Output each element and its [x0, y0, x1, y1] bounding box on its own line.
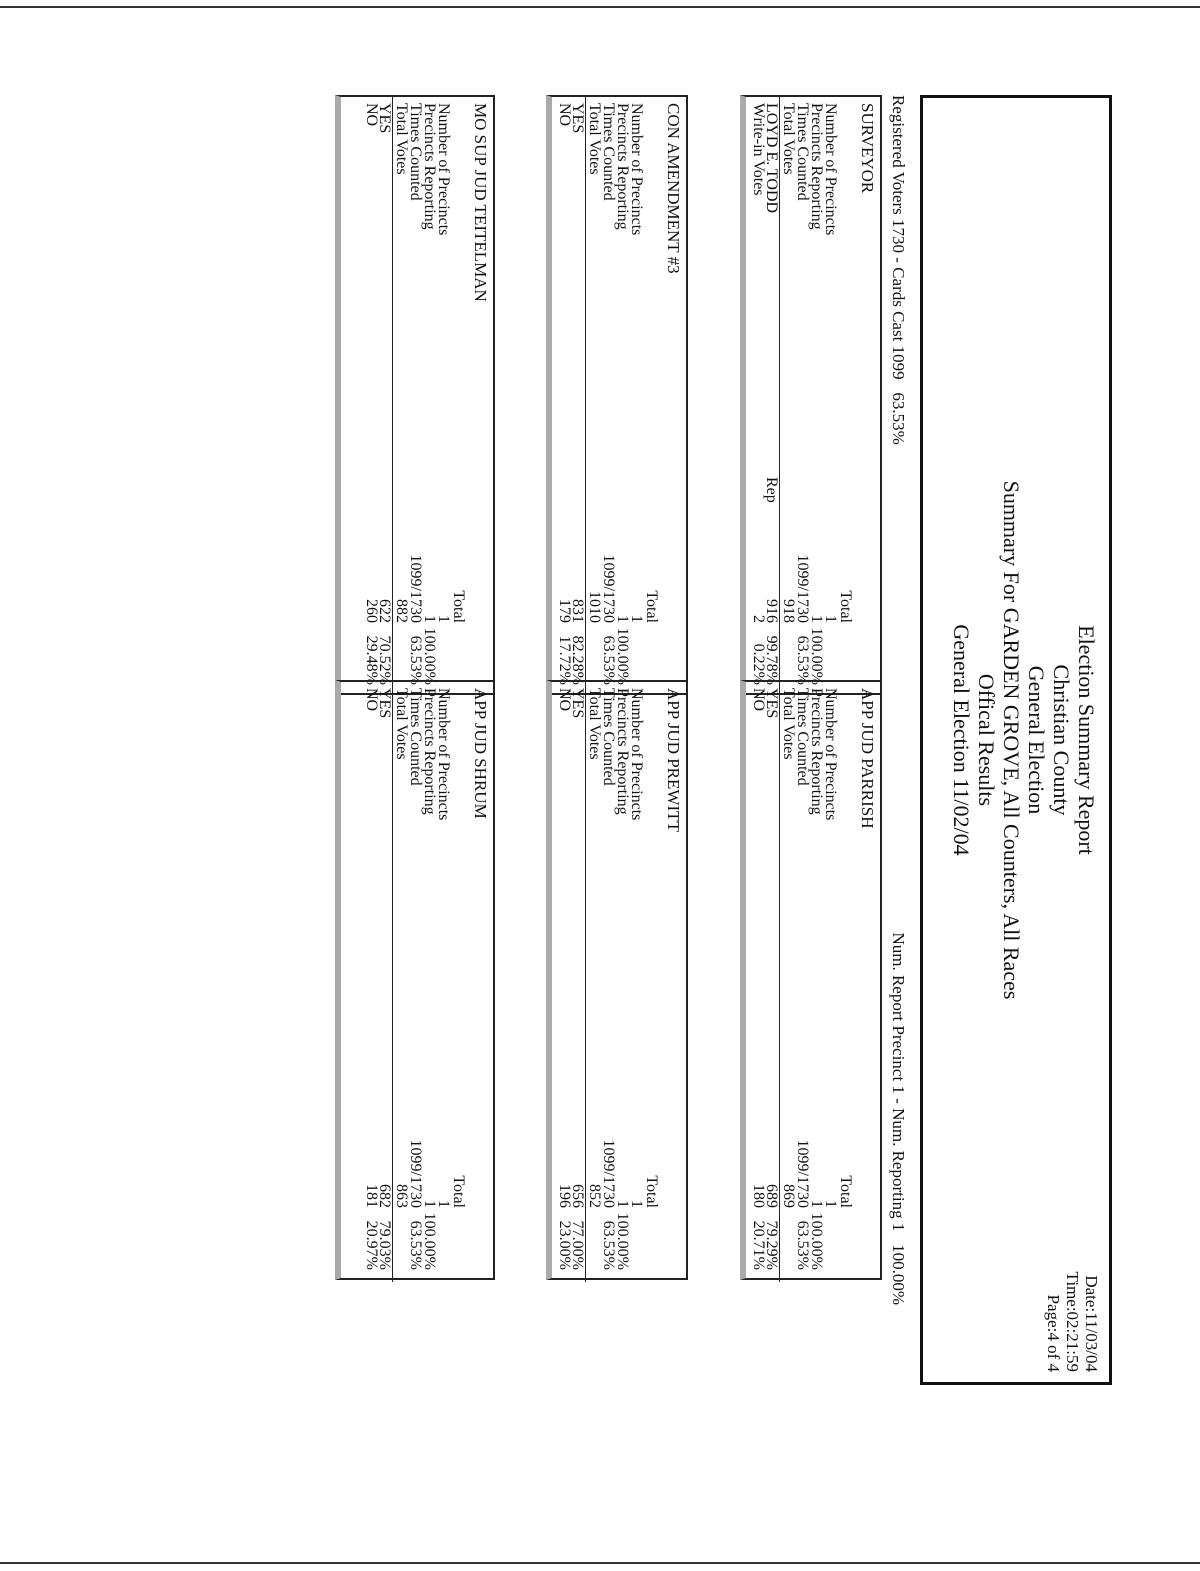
result-row [364, 97, 379, 697]
row-label: Precincts Reporting [421, 103, 438, 230]
row-label: Times Counted [600, 103, 617, 201]
row-label: Total Votes [393, 103, 410, 175]
race-box [546, 95, 688, 695]
result-row [615, 97, 630, 697]
row-label: Precincts Reporting [614, 688, 631, 815]
row-label: YES [376, 688, 393, 719]
result-row [795, 97, 810, 697]
row-percent: 63.53% [794, 635, 811, 685]
results-status: Offical Results [974, 673, 999, 807]
row-label: Times Counted [407, 688, 424, 786]
row-percent: 63.53% [600, 1220, 617, 1270]
row-value: 1 [808, 615, 825, 623]
row-label: Total Votes [780, 688, 797, 760]
precinct-reporting-text: Num. Report Precinct 1 - Num. Reporting 1 [889, 932, 908, 1232]
row-percent: 63.53% [794, 1220, 811, 1270]
result-row [436, 682, 451, 1282]
row-percent: 79.03% [376, 1220, 393, 1270]
row-value: 1 [421, 1200, 438, 1208]
row-value: 869 [780, 1184, 797, 1208]
race-title: APP JUD SHRUM [471, 688, 490, 819]
row-percent: 77.00% [569, 1220, 586, 1270]
row-percent: 63.53% [600, 635, 617, 685]
row-label: Precincts Reporting [421, 688, 438, 815]
result-row [795, 682, 810, 1282]
result-row [629, 682, 644, 1282]
row-label: Total Votes [393, 688, 410, 760]
total-column-header: Total [837, 590, 854, 623]
row-value: 656 [569, 1184, 586, 1208]
row-label: Precincts Reporting [808, 688, 825, 815]
row-percent: 99.78% [763, 635, 780, 685]
row-label: LOYD E. TODD [763, 103, 780, 214]
result-row [809, 682, 824, 1282]
row-value: 918 [780, 599, 797, 623]
row-value: 181 [363, 1184, 380, 1208]
row-percent: 100.00% [421, 1212, 438, 1270]
row-percent: 20.71% [750, 1220, 767, 1270]
row-percent: 100.00% [614, 627, 631, 685]
total-column-header: Total [450, 590, 467, 623]
result-row [587, 97, 602, 697]
row-value: 689 [763, 1184, 780, 1208]
result-row [436, 97, 451, 697]
row-label: Number of Precincts [435, 103, 452, 236]
row-value: 831 [569, 599, 586, 623]
row-label: NO [750, 688, 767, 712]
row-label: Number of Precincts [822, 103, 839, 236]
row-percent: 100.00% [808, 1212, 825, 1270]
row-value: 1 [628, 615, 645, 623]
race-box [335, 680, 495, 1280]
total-column-header: Total [837, 1175, 854, 1208]
row-percent: 82.28% [569, 635, 586, 685]
row-value: 1 [421, 615, 438, 623]
report-header [920, 95, 1112, 1385]
row-percent: 0.22% [750, 643, 767, 685]
row-percent: 17.72% [556, 635, 573, 685]
row-label: NO [556, 103, 573, 127]
row-label: NO [556, 688, 573, 712]
result-row [751, 682, 766, 1282]
row-label: YES [569, 103, 586, 134]
row-value: 1 [435, 615, 452, 623]
row-value: 1 [628, 1200, 645, 1208]
result-row [394, 682, 409, 1282]
result-row [601, 97, 616, 697]
row-value: 196 [556, 1184, 573, 1208]
result-row [823, 682, 838, 1282]
result-row [557, 97, 572, 697]
row-label: YES [763, 688, 780, 719]
race-title: APP JUD PREWITT [664, 688, 683, 832]
row-percent: 63.53% [407, 635, 424, 685]
row-label: Times Counted [407, 103, 424, 201]
race-title: APP JUD PARRISH [858, 688, 877, 829]
row-value: 179 [556, 599, 573, 623]
row-value: 260 [363, 599, 380, 623]
result-row [587, 682, 602, 1282]
race-box [546, 680, 688, 1280]
header-title-block [949, 98, 1099, 1382]
result-row [615, 682, 630, 1282]
county-name: Christian County [1049, 664, 1074, 816]
row-label: YES [569, 688, 586, 719]
total-column-header: Total [643, 1175, 660, 1208]
result-row [629, 97, 644, 697]
precinct-reporting-pct: 100.00% [889, 1244, 908, 1305]
race-title: SURVEYOR [858, 103, 877, 194]
row-label: YES [376, 103, 393, 134]
result-row [557, 682, 572, 1282]
row-label: Total Votes [780, 103, 797, 175]
row-value: 1 [822, 1200, 839, 1208]
registered-voters-line [888, 95, 908, 445]
report-title: Election Summary Report [1074, 625, 1099, 855]
total-column-header: Total [643, 590, 660, 623]
row-value: 1099/1730 [600, 554, 617, 623]
row-label: Write-in Votes [750, 103, 767, 196]
row-value: 1099/1730 [407, 554, 424, 623]
row-label: Number of Precincts [628, 103, 645, 236]
registered-voters-text: Registered Voters 1730 - Cards Cast 1099 [889, 95, 908, 380]
header-meta [1044, 1272, 1101, 1372]
race-box [335, 95, 495, 695]
result-row [422, 682, 437, 1282]
election-date: General Election 11/02/04 [949, 624, 974, 856]
row-percent: 100.00% [614, 1212, 631, 1270]
report-date: Date:11/03/04 [1082, 1275, 1101, 1372]
row-value: 2 [750, 615, 767, 623]
row-label: Number of Precincts [628, 688, 645, 821]
row-value: 1 [614, 615, 631, 623]
row-label: Number of Precincts [435, 688, 452, 821]
result-row [809, 97, 824, 697]
row-label: Times Counted [794, 688, 811, 786]
race-box [740, 680, 882, 1280]
row-percent: 63.53% [407, 1220, 424, 1270]
row-percent: 100.00% [808, 627, 825, 685]
result-row [408, 682, 423, 1282]
row-value: 1 [614, 1200, 631, 1208]
row-percent: 29.48% [363, 635, 380, 685]
row-label: NO [363, 688, 380, 712]
race-title: MO SUP JUD TEITELMAN [471, 103, 490, 302]
row-value: 682 [376, 1184, 393, 1208]
row-value: 1010 [586, 591, 603, 623]
result-row [751, 97, 766, 697]
row-percent: 20.97% [363, 1220, 380, 1270]
row-percent: 79.29% [763, 1220, 780, 1270]
result-row [422, 97, 437, 697]
total-column-header: Total [450, 1175, 467, 1208]
row-label: Times Counted [794, 103, 811, 201]
row-label: Total Votes [586, 688, 603, 760]
result-row [823, 97, 838, 697]
result-row [781, 682, 796, 1282]
row-value: 1099/1730 [600, 1139, 617, 1208]
row-value: 882 [393, 599, 410, 623]
row-value: 1 [435, 1200, 452, 1208]
row-value: 1 [822, 615, 839, 623]
bottom-scan-edge [0, 1562, 1200, 1564]
row-value: 622 [376, 599, 393, 623]
race-title: CON AMENDMENT #3 [664, 103, 683, 274]
result-row [364, 682, 379, 1282]
result-row [601, 682, 616, 1282]
summary-scope: Summary For GARDEN GROVE, All Counters, All Races [999, 480, 1024, 1000]
row-party: Rep [763, 477, 780, 503]
race-box [740, 95, 882, 695]
row-value: 1099/1730 [794, 554, 811, 623]
election-type: General Election [1024, 665, 1049, 815]
row-percent: 23.00% [556, 1220, 573, 1270]
row-percent: 100.00% [421, 627, 438, 685]
row-value: 1099/1730 [794, 1139, 811, 1208]
row-label: Precincts Reporting [614, 103, 631, 230]
row-label: Times Counted [600, 688, 617, 786]
row-value: 1099/1730 [407, 1139, 424, 1208]
result-row [394, 97, 409, 697]
row-percent: 70.52% [376, 635, 393, 685]
row-label: Precincts Reporting [808, 103, 825, 230]
row-label: NO [363, 103, 380, 127]
row-value: 863 [393, 1184, 410, 1208]
registered-voters-pct: 63.53% [889, 392, 908, 445]
result-row [408, 97, 423, 697]
precinct-reporting-line [888, 932, 908, 1305]
report-time: Time:02:21:59 [1063, 1271, 1082, 1372]
row-value: 852 [586, 1184, 603, 1208]
page-number: Page:4 of 4 [1044, 1294, 1063, 1372]
row-label: Total Votes [586, 103, 603, 175]
row-value: 1 [808, 1200, 825, 1208]
result-row [781, 97, 796, 697]
row-value: 916 [763, 599, 780, 623]
row-value: 180 [750, 1184, 767, 1208]
row-label: Number of Precincts [822, 688, 839, 821]
